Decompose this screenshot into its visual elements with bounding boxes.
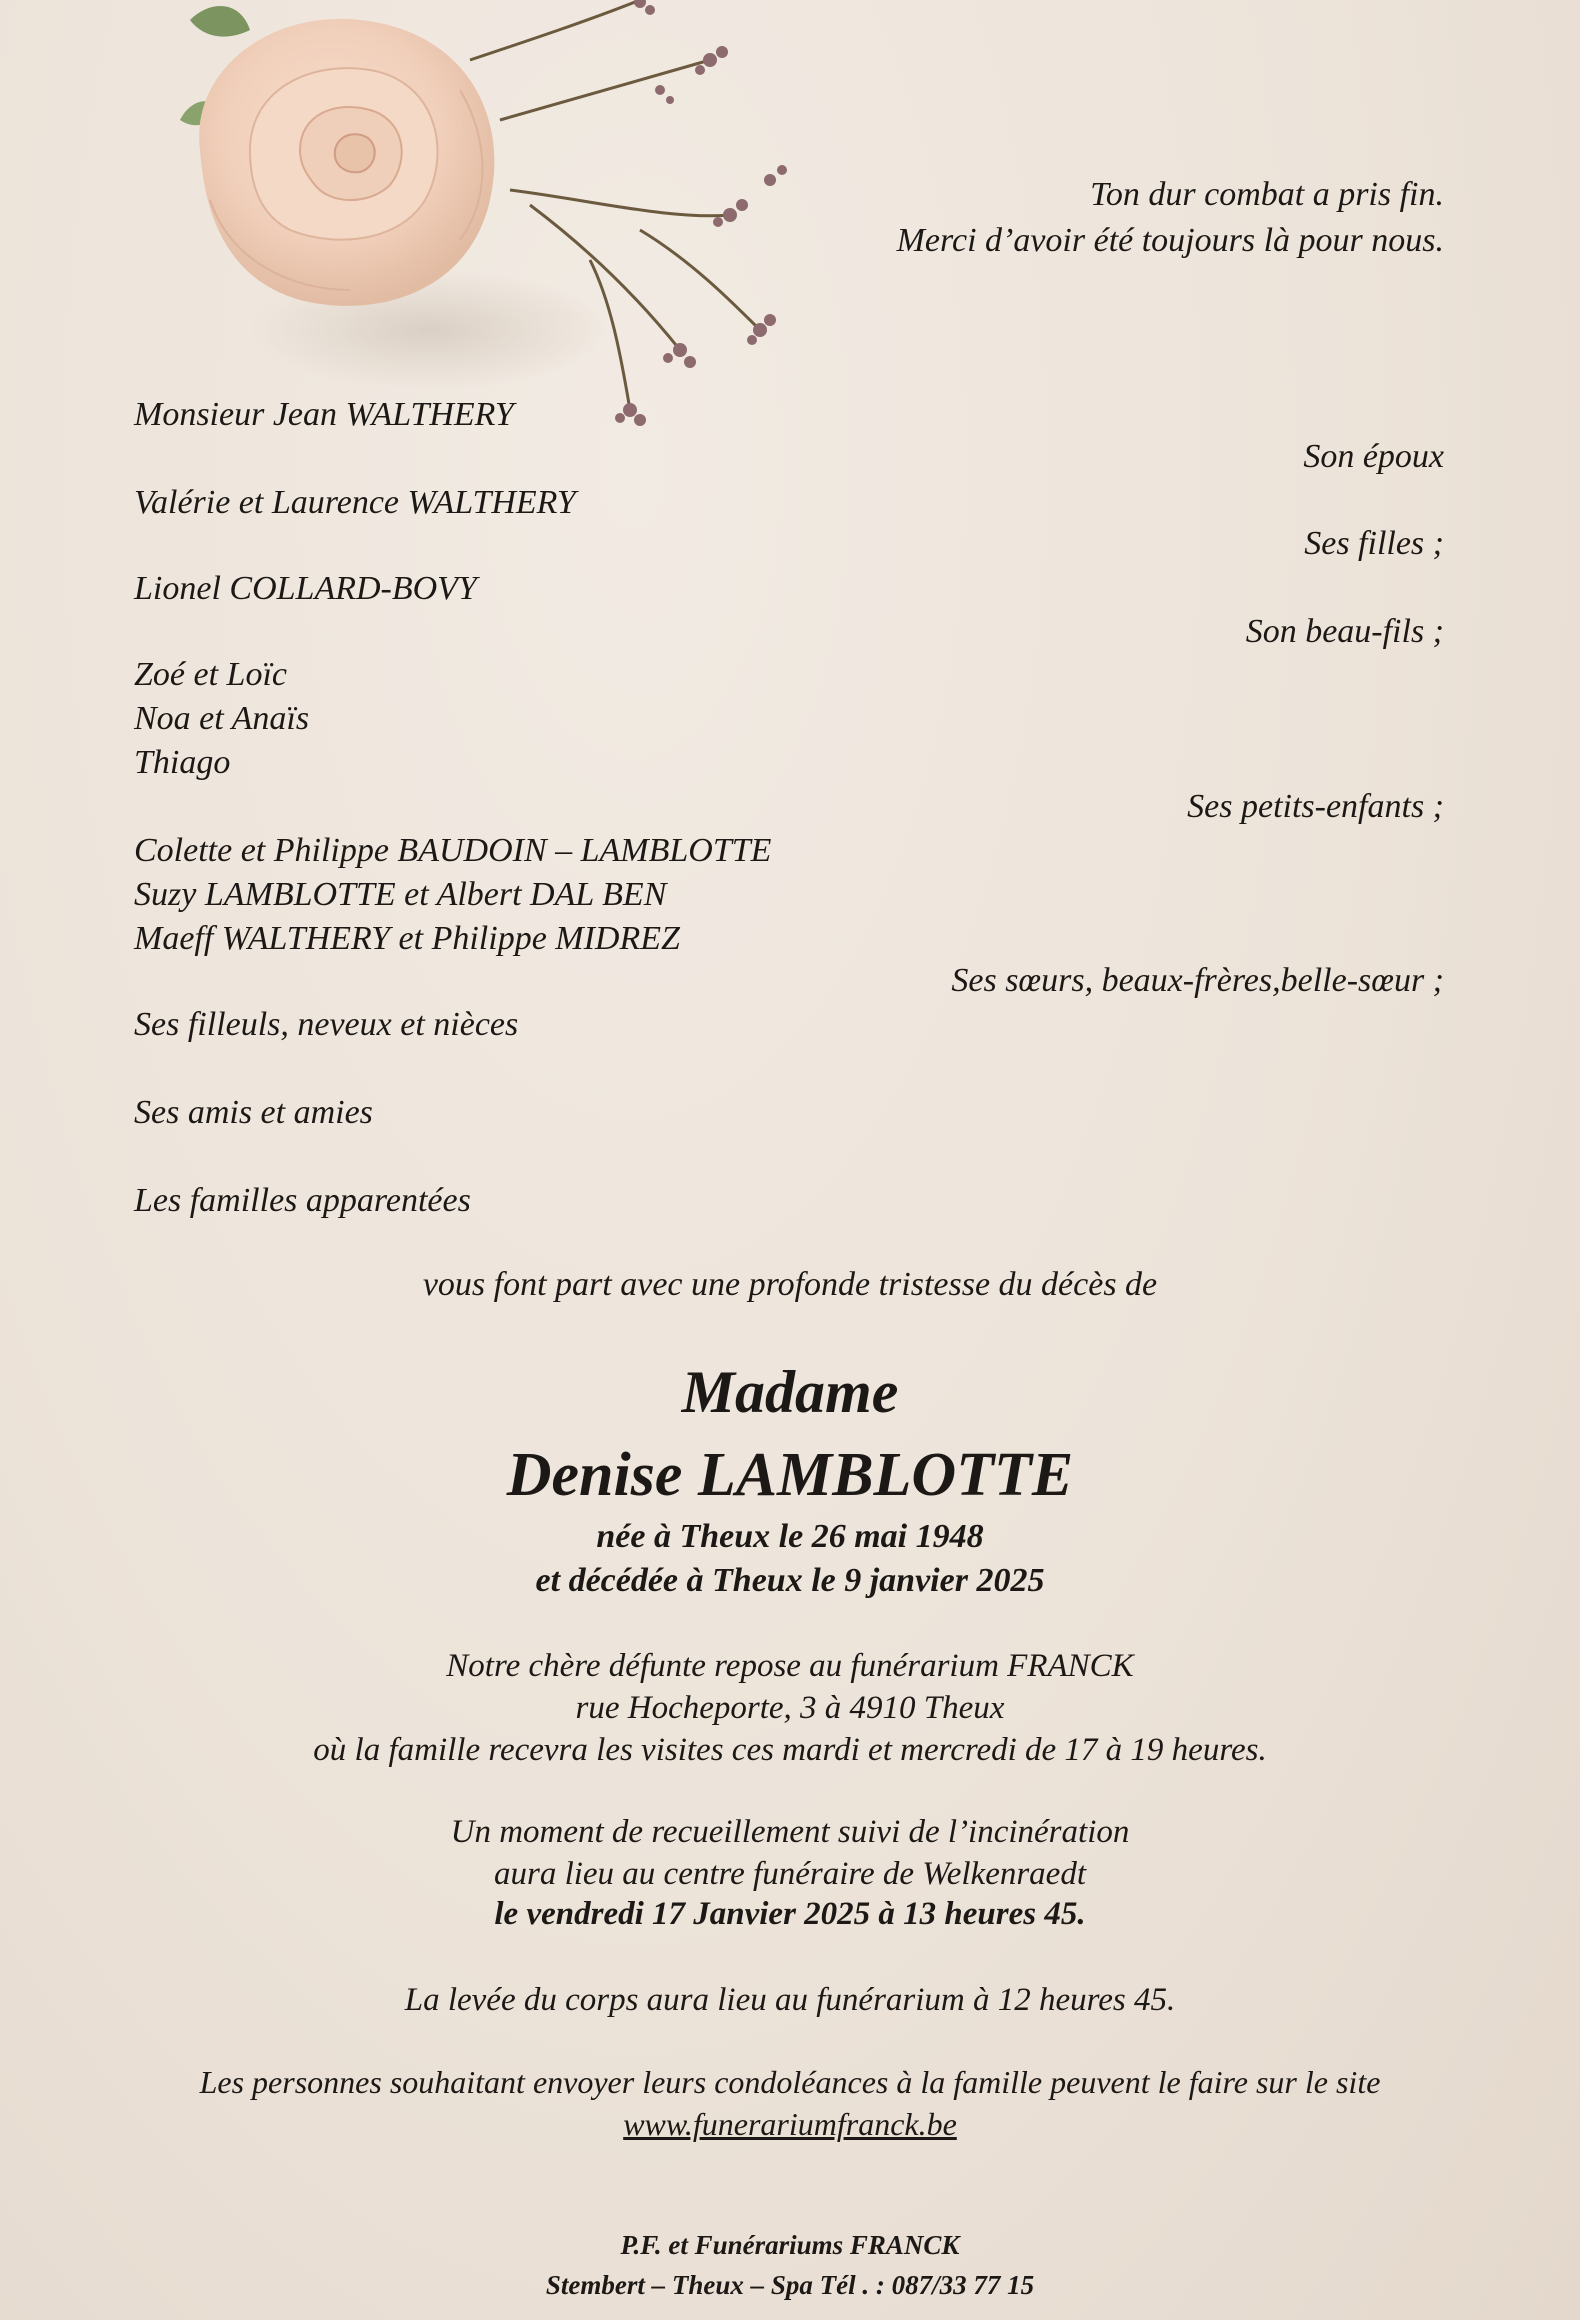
- family-name: Zoé et Loïc: [134, 656, 287, 693]
- family-relation: Ses petits-enfants ;: [1187, 788, 1444, 825]
- family-relation: Son beau-fils ;: [1245, 613, 1444, 650]
- family-name: Lionel COLLARD-BOVY: [134, 570, 477, 607]
- visitation-line-1: Notre chère défunte repose au funérarium FRANCK: [446, 1648, 1134, 1684]
- announcement: vous font part avec une profonde tristesse du décès de: [422, 1266, 1158, 1303]
- visitation-line-2: rue Hocheporte, 3 à 4910 Theux: [575, 1690, 1005, 1726]
- footer-contact: Stembert – Theux – Spa Tél . : 087/33 77 15: [545, 2270, 1035, 2300]
- family-name: Noa et Anaïs: [134, 700, 310, 737]
- family-name: Les familles apparentées: [134, 1182, 471, 1219]
- condolences-link-row: [0, 2106, 1580, 2143]
- family-name: Monsieur Jean WALTHERY: [134, 396, 514, 433]
- family-relation: Ses sœurs, beaux-frères,belle-sœur ;: [951, 962, 1444, 999]
- family-name: Thiago: [134, 744, 231, 781]
- visitation-line-3: où la famille recevra les visites ces mardi et mercredi de 17 à 19 heures.: [313, 1732, 1267, 1768]
- family-relation: Ses filles ;: [1304, 525, 1444, 562]
- deceased-title: Madame: [681, 1359, 899, 1425]
- birth-info: née à Theux le 26 mai 1948: [596, 1518, 984, 1555]
- ceremony-date: le vendredi 17 Janvier 2025 à 13 heures 45.: [494, 1896, 1086, 1932]
- family-name: Valérie et Laurence WALTHERY: [134, 484, 576, 521]
- deceased-name: Denise LAMBLOTTE: [506, 1441, 1074, 1509]
- epigraph-line-1: Ton dur combat a pris fin.: [1090, 176, 1444, 213]
- family-name: Ses amis et amies: [134, 1094, 373, 1131]
- death-info: et décédée à Theux le 9 janvier 2025: [535, 1562, 1045, 1599]
- condolences-text: Les personnes souhaitant envoyer leurs condoléances à la famille peuvent le faire sur le site: [199, 2064, 1381, 2100]
- family-name: Maeff WALTHERY et Philippe MIDREZ: [134, 920, 680, 957]
- departure-info: La levée du corps aura lieu au funérarium à 12 heures 45.: [404, 1982, 1176, 2018]
- family-name: Ses filleuls, neveux et nièces: [134, 1006, 519, 1043]
- ceremony-line-1: Un moment de recueillement suivi de l’incinération: [450, 1814, 1130, 1850]
- family-name: Suzy LAMBLOTTE et Albert DAL BEN: [134, 876, 667, 913]
- family-name: Colette et Philippe BAUDOIN – LAMBLOTTE: [134, 832, 772, 869]
- footer-company: P.F. et Funérariums FRANCK: [620, 2230, 960, 2260]
- condolences-link[interactable]: www.funerariumfranck.be: [623, 2106, 957, 2142]
- ceremony-line-2: aura lieu au centre funéraire de Welkenraedt: [493, 1856, 1087, 1892]
- family-relation: Son époux: [1303, 438, 1444, 475]
- epigraph-line-2: Merci d’avoir été toujours là pour nous.: [896, 222, 1444, 259]
